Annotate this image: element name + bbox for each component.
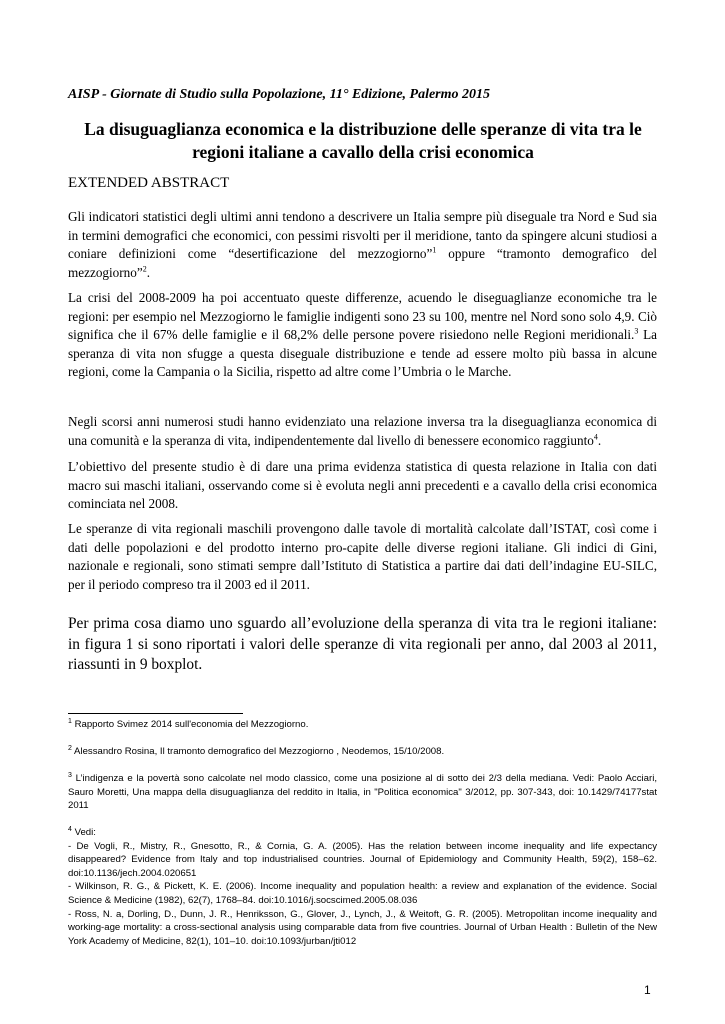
footnote-1 (68, 718, 657, 732)
footnote-2-number: 2 (68, 744, 72, 752)
conference-header: AISP - Giornate di Studio sulla Popolazione, 11° Edizione, Palermo 2015 (68, 87, 491, 102)
page-number: 1 (644, 983, 651, 997)
footnote-ref-3[interactable]: 3 (634, 326, 639, 336)
paragraph-1-text-c: . (146, 264, 150, 280)
footnote-divider (68, 713, 243, 714)
section-heading: EXTENDED ABSTRACT (68, 175, 230, 191)
footnote-4 (68, 826, 657, 948)
paragraph-1-text-b: oppure “tramonto demografico del mezzogiorno” (68, 246, 657, 280)
footnote-2 (68, 745, 657, 759)
footnote-4-number: 4 (68, 825, 72, 833)
paragraph-3 (68, 413, 657, 450)
footnote-ref-4[interactable]: 4 (593, 432, 598, 442)
paragraph-5: Le speranze di vita regionali maschili provengono dalle tavole di mortalità calcolate dall’ISTAT, così come i dati delle popolazioni e del prodotto interno pro-capite delle diverse regioni italiane. Gli indici di Gini, nazionale e regionali, sono stimati sempre dall’Istituto di Statistica a partire dai dati dell’indagine EU-SILC, per il periodo compreso tra il 2003 ed il 2011. (68, 521, 657, 592)
paper-title: La disuguaglianza economica e la distribuzione delle speranze di vita tra le regioni italiane a cavallo della crisi economica (84, 119, 642, 162)
paragraph-3-text-b: . (597, 432, 602, 448)
paragraph-3-text-a: Negli scorsi anni numerosi studi hanno evidenziato una relazione inversa tra la diseguaglianza economica di una comunità e la speranza di vita, indipendentemente dal livello di benessere economico raggiunto (68, 414, 657, 448)
footnote-4-label: Vedi: (71, 827, 96, 838)
footnote-3-text: L’indigenza e la povertà sono calcolate nel modo classico, come una posizione al di sotto dei 2/3 della mediana. Vedi: Paolo Acciari, Sauro Moretti, Una mappa della disuguaglianza del reddito in Italia, in "Politica economica" 3/2012, pp. 307-343, doi: 10.1429/74177stat 2011 (68, 773, 657, 812)
paragraph-4: L’obiettivo del presente studio è di dare una prima evidenza statistica di questa relazione in Italia con dati macro sui maschi italiani, osservando come si è evoluta negli anni precedenti e a cavallo della crisi economica cominciata nel 2008. (68, 459, 657, 512)
footnote-2-text: Alessandro Rosina, Il tramonto demografico del Mezzogiorno , Neodemos, 15/10/2008. (71, 746, 445, 757)
paragraph-1-text-a: Gli indicatori statistici degli ultimi anni tendono a descrivere un Italia sempre più diseguale tra Nord e Sud sia in termini demografici che economici, con pessimi risvolti per il meridione, tanto da spingere alcuni studiosi a coniare definizioni come “desertificazione del mezzogiorno” (68, 209, 657, 262)
reference-item: - Wilkinson, R. G., & Pickett, K. E. (2006). Income inequality and population health: a review and explanation of the evidence. Social Science & Medicine (1982), 62(7), 1768–84. doi:10.1016/j.socscimed.2005.08.036 (68, 881, 657, 906)
footnote-ref-2[interactable]: 2 (142, 264, 147, 274)
paragraph-lead: Per prima cosa diamo uno sguardo all’evoluzione della speranza di vita tra le regioni italiane: in figura 1 si sono riportati i valori delle speranze di vita regionali per anno, dal 2003 al 2011, riassunti in 9 boxplot. (68, 615, 657, 673)
paragraph-2-text-a: La crisi del 2008-2009 ha poi accentuato queste differenze, acuendo le diseguaglianze economiche tra le regioni: per esempio nel Mezzogiorno le famiglie indigenti sono 23 su 100, mentre nel Nord sono solo 4,9. Ciò significa che il 67% delle famiglie e il 68,2% delle persone povere risiedono nelle Regioni meridionali. (68, 290, 657, 343)
footnote-1-text: Rapporto Svimez 2014 sull'economia del Mezzogiorno. (71, 719, 309, 730)
reference-item: - Ross, N. a, Dorling, D., Dunn, J. R., Henriksson, G., Glover, J., Lynch, J., & Weitoft, G. R. (2005). Metropolitan income inequality and working-age mortality: a cross-sectional analysis using comparable data from five countries. Journal of Urban Health : Bulletin of the New York Academy of Medicine, 82(1), 101–10. doi:10.1093/jurban/jti012 (68, 908, 657, 947)
paragraph-2-text-b: La speranza di vita non sfugge a questa diseguale distribuzione e tende ad essere molto più bassa in alcune regioni, come la Campania o la Sicilia, rispetto ad altre come l’Umbria o le Marche. (68, 327, 657, 380)
footnote-3-number: 3 (68, 771, 72, 779)
footnote-4-header (68, 826, 657, 840)
paragraph-2 (68, 289, 657, 382)
footnote-3 (68, 772, 657, 813)
paragraph-1 (68, 208, 657, 282)
footnote-ref-1[interactable]: 1 (432, 245, 437, 255)
footnote-1-number: 1 (68, 717, 72, 725)
reference-item: - De Vogli, R., Mistry, R., Gnesotto, R., & Cornia, G. A. (2005). Has the relation between income inequality and life expectancy disappeared? Evidence from Italy and top industrialised countries. Journal of Epidemiology and Community Health, 59(2), 158–62. doi:10.1136/jech.2004.020651 (68, 840, 657, 879)
